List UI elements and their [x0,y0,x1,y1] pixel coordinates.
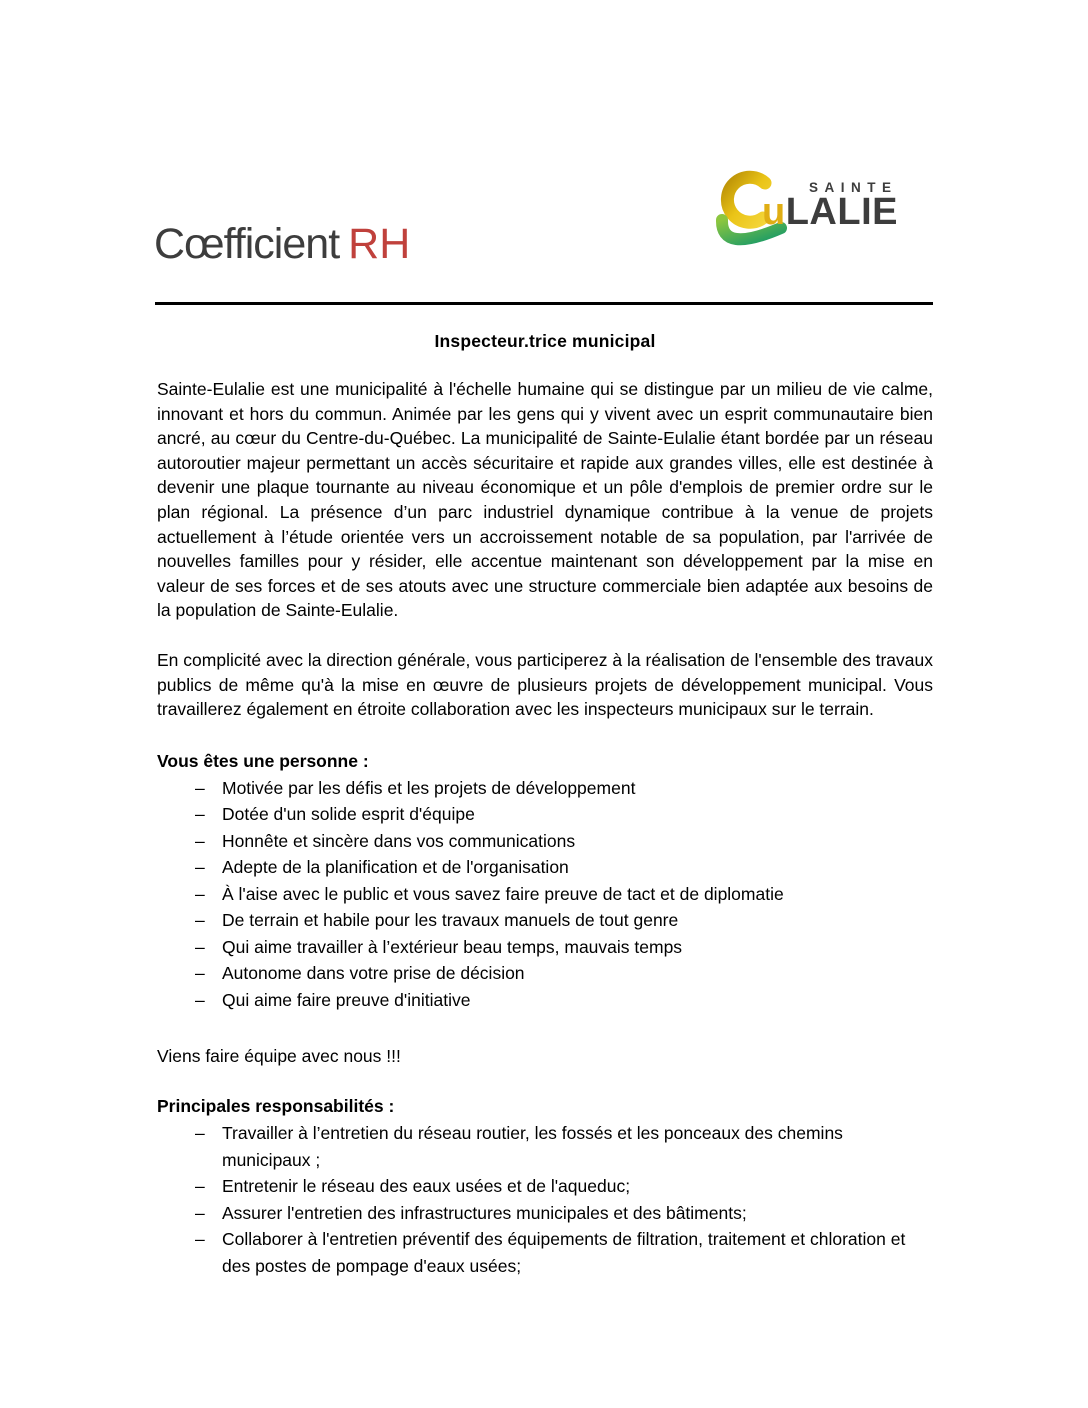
eulalie-logo-name-rest: LALIE [785,191,898,233]
list-item [157,801,933,828]
list-item-text: Dotée d'un solide esprit d'équipe [222,804,475,825]
list-item-text: Travailler à l’entretien du réseau routier, les fossés et les ponceaux des chemins municipaux ; [222,1123,843,1170]
dash-bullet: – [195,883,205,904]
list-item [157,854,933,881]
list-item-text: Collaborer à l'entretien préventif des équipements de filtration, traitement et chloration et des postes de pompage d'eaux usées; [222,1229,906,1276]
dash-bullet: – [195,910,205,931]
list-item-text: De terrain et habile pour les travaux manuels de tout genre [222,910,679,931]
dash-bullet: – [195,963,205,984]
list-item [157,1200,933,1227]
coefficient-rh-logo-accent: RH [348,220,411,268]
list-item [157,934,933,961]
list-item-text: Qui aime travailler à l’extérieur beau temps, mauvais temps [222,936,683,957]
eulalie-logo-initial: u [762,191,786,233]
dash-bullet: – [195,1229,205,1250]
section-heading-responsibilities: Principales responsabilités : [157,1096,395,1117]
list-item [157,987,933,1014]
section-heading-profile: Vous êtes une personne : [157,750,369,771]
role-paragraph: En complicité avec la direction générale, vous participerez à la réalisation de l'ensemble des travaux publics de même qu'à la mise en œuvre de plusieurs projets de développement municipal. Vous travaillerez également en étroite collaboration avec les inspecteurs municipaux sur le terrain. [157,649,933,720]
list-item [157,881,933,908]
list-item [157,907,933,934]
eulalie-logo-sainte-text: SAINTE [809,180,898,195]
intro-paragraph: Sainte-Eulalie est une municipalité à l'échelle humaine qui se distingue par un milieu de vie calme, innovant et hors du commun. Animée par les gens qui y vivent avec un esprit communautaire bien ancré, au cœur du Centre-du-Québec. La municipalité de Sainte-Eulalie étant bordée par un réseau autoroutier majeur permettant un accès sécuritaire et rapide aux grandes villes, elle est destinée à devenir une plaque tournante au niveau économique et un pôle d'emplois de premier ordre sur le plan régional. La présence d’un parc industriel dynamique contribue à la venue de projets actuellement à l’étude orientée vers un accroissement notable de sa population, par l'arrivée de nouvelles familles pour y résider, elle accentue maintenant son développement par la mise en valeur de ses forces et de ses atouts avec une structure commerciale bien adaptée aux besoins de la population de Sainte-Eulalie. [157,379,933,621]
sainte-eulalie-logo [702,170,920,268]
dash-bullet: – [195,804,205,825]
responsibilities-list [157,1120,933,1279]
dash-bullet: – [195,830,205,851]
dash-bullet: – [195,1176,205,1197]
list-item-text: Honnête et sincère dans vos communications [222,830,576,851]
list-item-text: Qui aime faire preuve d'initiative [222,989,471,1010]
coefficient-rh-logo [154,220,410,269]
list-item-text: Adepte de la planification et de l'organisation [222,857,569,878]
list-item-text: Autonome dans votre prise de décision [222,963,525,984]
dash-bullet: – [195,936,205,957]
coefficient-rh-logo-main: Cœfficient [154,220,340,268]
list-item [157,1226,933,1279]
dash-bullet: – [195,1123,205,1144]
dash-bullet: – [195,777,205,798]
list-item [157,1173,933,1200]
list-item-text: Assurer l'entretien des infrastructures municipales et des bâtiments; [222,1202,747,1223]
list-item [157,1120,933,1173]
list-item [157,828,933,855]
dash-bullet: – [195,1202,205,1223]
list-item [157,775,933,802]
list-item-text: À l'aise avec le public et vous savez faire preuve de tact et de diplomatie [222,883,784,904]
document-content [157,305,933,1279]
profile-list [157,775,933,1014]
job-title: Inspecteur.trice municipal [434,331,656,351]
dash-bullet: – [195,989,205,1010]
list-item-text: Entretenir le réseau des eaux usées et de l'aqueduc; [222,1176,631,1197]
list-item-text: Motivée par les défis et les projets de développement [222,777,636,798]
eulalie-logo-name [762,191,898,234]
dash-bullet: – [195,857,205,878]
list-item [157,960,933,987]
callout-text: Viens faire équipe avec nous !!! [157,1046,401,1067]
